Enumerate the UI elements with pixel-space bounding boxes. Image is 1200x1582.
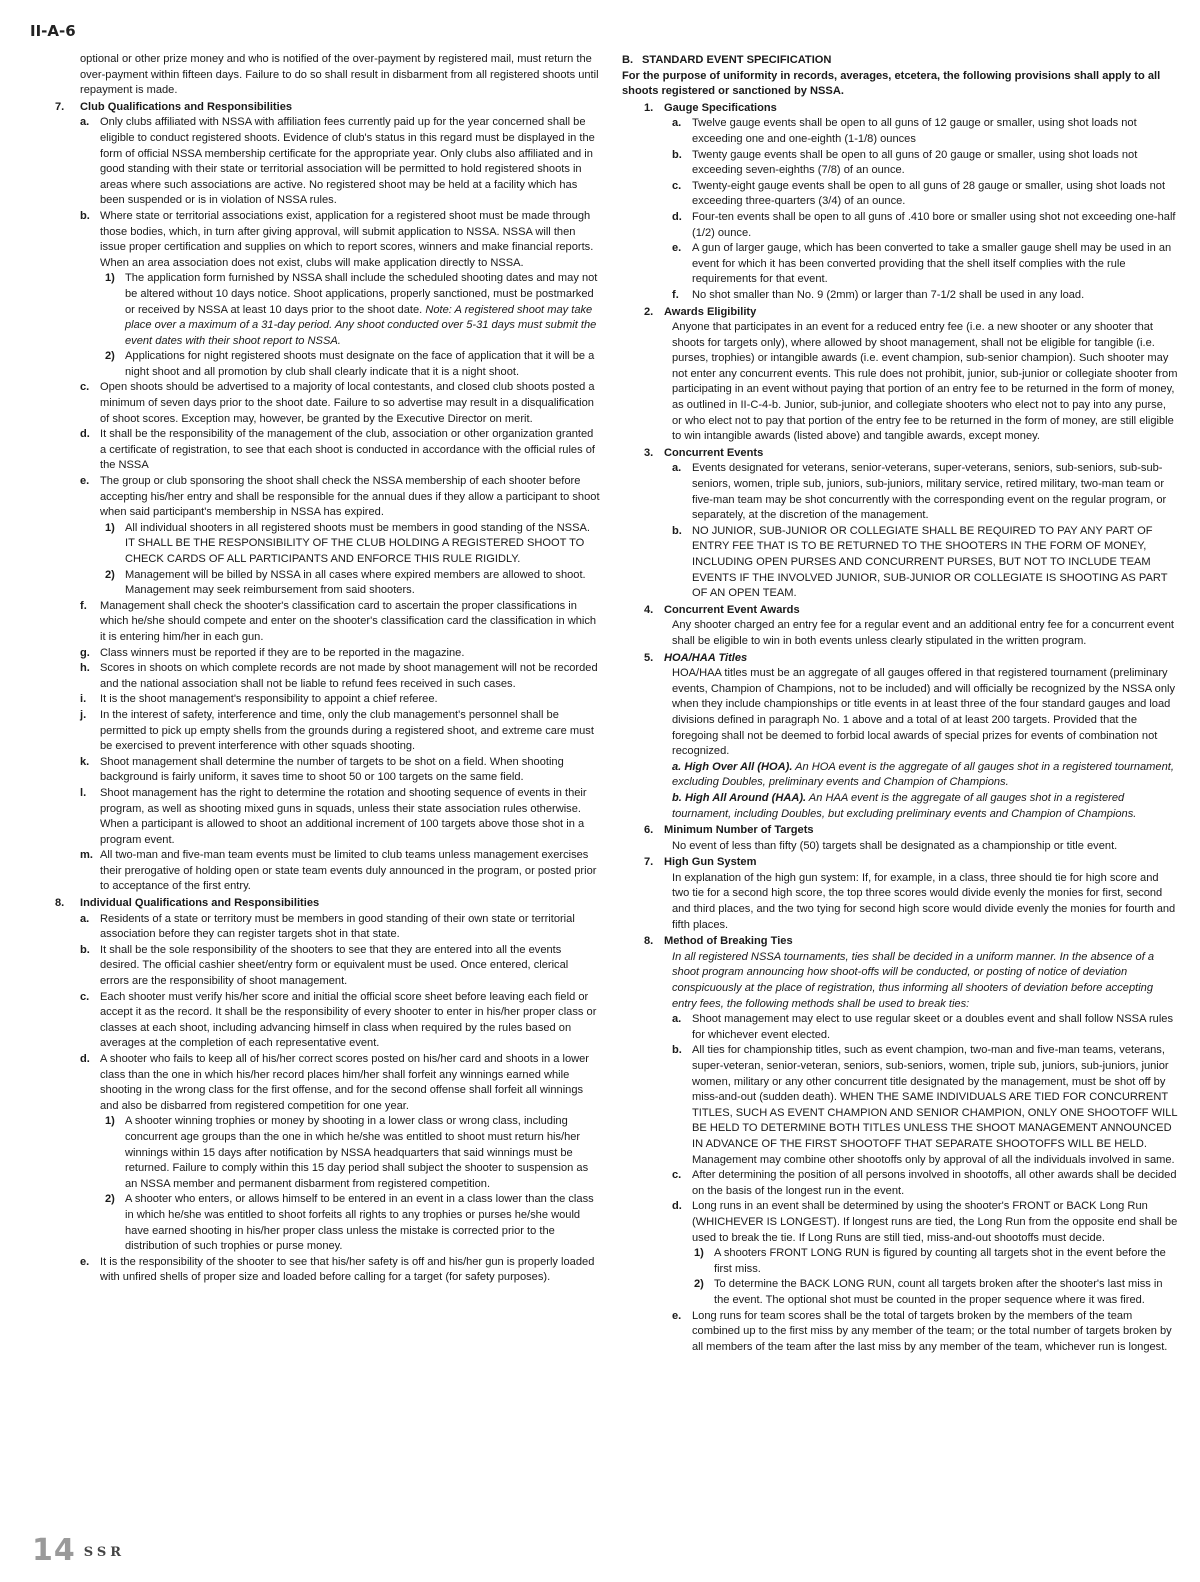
section-heading [622,823,1178,839]
item-label: 2) [694,1278,704,1291]
section-title: HOA/HAA Titles [664,651,748,664]
section-heading [622,603,1178,619]
paragraph [622,871,1178,933]
section-title: STANDARD EVENT SPECIFICATION [642,54,832,66]
paragraph [622,1309,1178,1356]
item-label: a. [80,116,90,129]
body-text: Twelve gauge events shall be open to all guns of 12 gauge or smaller, using shot loads not exceeding one and one-eighth (1-1/8) ounces [692,117,1137,145]
paragraph [622,320,1178,445]
section-heading [622,651,1178,667]
body-text: Scores in shoots on which complete records are not made by shoot management will not be recorded and the national association shall not be liable to refund fees received in such cases. [100,662,598,690]
item-label: 1) [105,521,115,534]
italic-text: Note: A registered shoot may take place over a maximum of a 31-day period. Any shoot conducted over 5-31 days must submit the event dates with their shoot report to NSSA. [125,303,597,347]
paragraph [622,1246,1178,1277]
section-title: Club Qualifications and Responsibilities [80,100,293,113]
paragraph [30,661,600,692]
paragraph [30,912,600,943]
paragraph [30,568,600,599]
italic-text: An HOA event is the aggregate of all gauges shot in a registered tournament, excluding Doubles, preliminary events and Champion of Champions. [672,760,1174,789]
body-text: A shooter who fails to keep all of his/her correct scores posted on his/her card and shoots in a lower class than the one in which his/her record places him/her shall forfeit any winnings earned while shooting in the wrong class for the first offense, and for the second offense shall forfeit all winnings and also be disbarred from registered competition for one year. [100,1053,590,1112]
body-text: It shall be the responsibility of the management of the club, association or other organization granted a certificate of registration, to see that each shoot is conducted in accordance with the official rules of the NSSA [100,428,595,472]
paragraph [622,148,1178,179]
item-label: c. [672,1169,682,1182]
subitem-title: b. High All Around (HAA). [672,791,807,804]
item-label: 1) [694,1247,704,1260]
paragraph [30,599,600,646]
italic-text: An HAA event is the aggregate of all gauges shot in a registered tournament, including Doubles, but excluding preliminary events and Champion of Champions. [672,791,1137,820]
item-label: 1) [105,272,115,285]
body-text: All individual shooters in all registered shoots must be members in good standing of the NSSA. IT SHALL BE THE RESPONSIBILITY OF THE CLUB HOLDING A REGISTERED SHOOT TO CHECK CARDS OF ALL PARTICIPANTS AND ENFORCE THIS RULE RIGIDLY. [125,521,590,565]
item-label: 1. [644,101,654,114]
body-text: Long runs in an event shall be determined by using the shooter's FRONT or BACK Long Run (WHICHEVER IS LONGEST). If longest runs are tied, the Long Run from the opposite end shall be used to break the tie. If Long Runs are still tied, miss-and-out shootoffs must decide. [692,1200,1178,1244]
body-text: Shoot management has the right to determine the rotation and shooting sequence of events in their program, as well as shooting mixed guns in squads, unless their state association rules otherwise. When a participant is allowed to shoot an additional increment of 100 targets above those shot in a program event. [100,786,587,846]
item-label: d. [80,1053,90,1065]
item-label: e. [80,1255,90,1268]
item-label: e. [672,242,682,255]
paragraph [30,848,600,895]
section-heading [622,101,1178,117]
paragraph [30,380,600,427]
item-label: m. [80,849,93,862]
body-text: In the interest of safety, interference and time, only the club management's personnel shall be permitted to pick up empty shells from the grounds during a registered shoot, and extreme care must be exercised to prevent interference with other squads shooting. [100,708,594,753]
body-text: Twenty-eight gauge events shall be open to all guns of 28 gauge or smaller, using shot loads not exceeding three-quarters (3/4) of an ounce. [692,179,1166,208]
body-text: Open shoots should be advertised to a majority of local contestants, and closed club shoots posted a minimum of seven days prior to the shoot date. Failure to so advertise may result in a disqualification of shoot scores. Exception may, however, be granted by the Executive Director on merit. [100,381,595,425]
page-number: 14 [32,1533,76,1568]
paragraph [622,210,1178,241]
paragraph [30,943,600,990]
item-label: b. [672,148,682,161]
item-label: h. [80,662,90,675]
item-label: 5. [644,651,654,664]
item-label: e. [80,475,90,488]
body-text: Twenty gauge events shall be open to all guns of 20 gauge or smaller, using shot loads not exceeding seven-eighths (7/8) of an ounce. [692,148,1138,177]
right-column [622,52,1178,1355]
item-label: f. [672,288,679,301]
item-label: c. [672,179,682,192]
item-label: d. [672,1200,682,1213]
section-title: Minimum Number of Targets [664,824,814,837]
paragraph [30,52,600,99]
body-text: After determining the position of all persons involved in shootoffs, all other awards shall be decided on the basis of the longest run in the event. [692,1169,1177,1197]
body-text: Residents of a state or territory must be members in good standing of their own state or territorial association before they can register targets shot in that state. [100,912,575,941]
body-text: Four-ten events shall be open to all guns of .410 bore or smaller using shot not exceeding one-half (1/2) ounce. [692,210,1176,239]
item-label: b. [672,1044,682,1057]
item-label: 7. [55,100,65,113]
item-label: d. [672,210,682,223]
left-column [30,52,600,1286]
item-label: 3. [644,446,654,459]
paragraph [30,474,600,521]
item-label: 8. [55,897,65,910]
paragraph [622,116,1178,147]
item-label: B. [622,54,634,66]
intro-text: For the purpose of uniformity in records, averages, etcetera, the following provisions shall apply to all shoots registered or sanctioned by NSSA. [622,69,1161,98]
item-label: a. [672,462,682,475]
item-label: f. [80,599,87,612]
body-text: In explanation of the high gun system: If, for example, in a class, three should tie for high score and two tie for a second high score, the top three scores would divide evenly the monies for first, second and third places, and the two tying for second high score would divide evenly the monies for fourth and fifth places. [672,871,1176,931]
paragraph [622,1277,1178,1308]
paragraph [622,950,1178,1012]
body-text: It is the shoot management's responsibility to appoint a chief referee. [100,693,438,706]
item-label: c. [80,990,90,1003]
body-text: Management shall check the shooter's classification card to ascertain the proper classifications in which he/she should compete and enter on the shooter's classification card the classification in which it is entering him/her in each gun. [100,599,597,643]
item-label: 2. [644,305,654,318]
paragraph [30,708,600,755]
body-text: Shoot management may elect to use regular skeet or a doubles event and shall follow NSSA rules for whichever event elected. [692,1013,1174,1041]
item-label: j. [80,708,87,721]
paragraph [622,1199,1178,1246]
section-heading [622,446,1178,462]
section-heading [622,53,1178,69]
paragraph [30,755,600,786]
paragraph [622,1012,1178,1043]
item-label: 2) [105,568,115,581]
magazine-brand: SSR [83,1545,126,1560]
item-label: 4. [644,603,654,616]
item-label: b. [80,209,90,222]
section-title: Gauge Specifications [664,101,777,114]
paragraph [30,521,600,568]
paragraph [30,1114,600,1192]
item-label: a. [672,1013,682,1026]
body-text: Any shooter charged an entry fee for a regular event and an additional entry fee for a concurrent event shall be eligible to win in both events unless clearly stipulated in the written program. [672,619,1174,647]
item-label: d. [80,428,90,441]
section-title: Awards Eligibility [664,305,757,318]
paragraph [30,1192,600,1254]
body-text: HOA/HAA titles must be an aggregate of all gauges offered in that registered tournament (preliminary events, Champion of Champions, not to be included) and will officially be recognized by the NSSA only when they include championships or title events in at least three of the four standard gauges and load divisions defined in paragraph No. 1 above and a total of at least 200 targets. Provided that the foregoing shall not be deemed to forbid local awards of special prizes for events of combination not recognized. [672,667,1175,758]
paragraph [622,839,1178,855]
paragraph [30,692,600,708]
item-label: b. [80,943,90,956]
paragraph [622,666,1178,760]
body-text: It is the responsibility of the shooter to see that his/her safety is off and his/her gun is properly loaded with unfired shells of proper size and loaded before calling for a target (for safety purposes). [100,1255,595,1284]
body-text: No event of less than fifty (50) targets shall be designated as a championship or title event. [672,839,1118,852]
paragraph [30,646,600,662]
paragraph [30,349,600,380]
item-label: l. [80,786,87,799]
body-text: Class winners must be reported if they are to be reported in the magazine. [100,646,465,659]
body-text: NO JUNIOR, SUB-JUNIOR OR COLLEGIATE SHALL BE REQUIRED TO PAY ANY PART OF ENTRY FEE THAT IS TO BE RETURNED TO THE SHOOTERS IN THE FORM OF MONEY, INCLUDING OPEN PURSES AND CONCURRENT PURSES, BUT NOT TO INCLUDE TEAM EVENTS IF THE INVOLVED JUNIOR, SUB-JUNIOR OR COLLEGIATE IS SHOOTING AS PART OF AN OPEN TEAM. [692,524,1168,600]
section-heading [622,855,1178,871]
item-label: 1) [105,1115,115,1128]
body-text: Shoot management shall determine the number of targets to be shot on a field. When shooting background is fairly uniform, it saves time to shoot 50 or 100 targets on the same field. [100,755,564,784]
paragraph [30,990,600,1052]
body-text: Where state or territorial associations exist, application for a registered shoot must be made through those bodies, which, in turn after giving approval, will submit application to NSSA. NSSA will then issue proper certification and supplies on which to report scores, winners and make financial reports. When an area association does not exist, clubs will make application directly to NSSA. [100,209,594,269]
item-label: 8. [644,935,654,948]
body-text: optional or other prize money and who is notified of the over-payment by registered mail, must return the over-payment within fifteen days. Failure to do so shall result in disbarment from all registered shoots until repayment is made. [80,53,599,97]
body-text: Long runs for team scores shall be the total of targets broken by the members of the team combined up to the first miss by any member of the team; or the total number of targets broken by all members of the team after the last miss by any member of the team, whichever run is longest. [692,1309,1172,1353]
paragraph [30,786,600,848]
section-title: Concurrent Events [664,446,764,459]
item-label: b. [672,524,682,537]
item-label: 2) [105,350,115,363]
section-title: Individual Qualifications and Responsibilities [80,897,320,910]
paragraph [622,1168,1178,1199]
item-label: a. [80,912,90,925]
body-text: Events designated for veterans, senior-veterans, super-veterans, seniors, sub-seniors, sub-sub-seniors, women, triple sub, juniors, sub-juniors, military service, retired military, two-man team or five-man team may be shot concurrently with the corresponding event on the regular program, or separately, at the discretion of the management. [692,462,1167,522]
section-title: Method of Breaking Ties [664,935,793,948]
body-text: Each shooter must verify his/her score and initial the official score sheet before leaving each field or accept it as the record. It shall be the responsibility of every shooter to enter in his/her proper class or classes at each shoot, including advancing himself in class when required by the rules based on averages at the completion of each representative event. [100,990,597,1050]
paragraph [30,209,600,271]
paragraph [30,115,600,209]
page-footer [32,1533,125,1568]
item-label: 6. [644,824,654,837]
item-label: g. [80,646,90,659]
body-text: Applications for night registered shoots must designate on the face of application that it will be a night shoot and all promotion by club shall clearly indicate that it is a night shoot. [125,350,595,378]
item-label: c. [80,381,90,394]
item-label: e. [672,1309,682,1322]
body-text: Management will be billed by NSSA in all cases where expired members are allowed to shoot. Management may seek reimbursement from said shooters. [125,568,586,597]
paragraph [622,1043,1178,1168]
item-label: k. [80,755,90,768]
section-heading [622,305,1178,321]
paragraph [622,179,1178,210]
section-title: Concurrent Event Awards [664,603,800,616]
section-heading [622,934,1178,950]
page-header: II-A-6 [30,22,76,40]
paragraph [30,427,600,474]
section-heading [30,100,600,116]
subitem-title: a. High Over All (HOA). [672,760,793,773]
section-title: High Gun System [664,856,757,869]
body-text: A shooter who enters, or allows himself to be entered in an event in a class lower than the class in which he/she was entitled to shoot forfeits all rights to any trophies or purses he/she would have earned shooting in his/her proper class unless the mistake is corrected prior to the distribution of such trophies or purse money. [125,1193,594,1253]
body-text: A shooters FRONT LONG RUN is figured by counting all targets shot in the event before the first miss. [714,1247,1166,1275]
body-text: All two-man and five-man team events must be limited to club teams unless management exercises their prerogative of holding open or state team events duly announced in the program, or posted prior to acceptance of the first entry. [100,849,597,893]
body-text: All ties for championship titles, such as event champion, two-man and five-man teams, veterans, super-veteran, senior-veteran, seniors, sub-seniors, women, triple sub, juniors, sub-juniors, junior women, military or any other concurrent title designated by the management, must be shot off by miss-and-out (sudden death). WHEN THE SAME INDIVIDUALS ARE TIED FOR CONCURRENT TITLES, SUCH AS EVENT CHAMPION AND SENIOR CHAMPION, ONLY ONE SHOOTOFF WILL BE HELD TO DETERMINE BOTH TITLES UNLESS THE SHOOT MANAGEMENT ANNOUNCED IN ADVANCE OF THE FIRST SHOOTOFF THAT SEPARATE SHOOTOFFS WILL BE HELD. Management may combine other shootoffs only by approval of all the individuals involved in same. [692,1044,1178,1166]
body-text: It shall be the sole responsibility of the shooters to see that they are entered into all the events desired. The official cashier sheet/entry form or equivalent must be used. Once entered, clerical errors are the responsibility of shoot management. [100,943,569,988]
paragraph [622,69,1178,100]
paragraph [622,524,1178,602]
body-text: A shooter winning trophies or money by shooting in a lower class or wrong class, including concurrent age groups than the one in which he/she was entitled to shoot must return his/her winnings within 15 days after notification by NSSA headquarters that said winnings must be returned. Failure to comply within this 15 day period shall subject the shooter to suspension as an NSSA member and permanent disbarment from registered competition. [125,1115,589,1190]
italic-text: In all registered NSSA tournaments, ties shall be decided in a uniform manner. In the absence of a shoot program announcing how shoot-offs will be conducted, or posting of notice of deviation conspicuously at the place of registration, thus informing all shooters of deviation before accepting entry fees, the following methods shall be used to break ties: [672,950,1155,1010]
paragraph [622,461,1178,523]
item-label: a. [672,117,682,130]
body-text: A gun of larger gauge, which has been converted to take a smaller gauge shell may be used in an event for which it has been converted providing that the shell itself complies with the rule requirements for that event. [692,242,1172,286]
body-text: The group or club sponsoring the shoot shall check the NSSA membership of each shooter before accepting his/her entry and shall be responsible for the annual dues if they allow a participant to shoot when said participant's membership in NSSA has expired. [100,475,600,519]
body-text: Anyone that participates in an event for a reduced entry fee (i.e. a new shooter or any shooter that shoots for targets only), where allowed by shoot management, shall not be eligible for tangible (i.e. purses, trophies) or intangible awards (i.e. event champion, sub-senior champion). Such shooter may not enter any concurrent events. This rule does not prohibit, junior, sub-junior or collegiate shooter from participating in an event without paying that portion of an entry fee to be returned in the form of money, as outlined in II-C-4-b. Junior, sub-junior, and collegiate shooters who elect not to pay into any purse, or who elect not to pay that portion of the entry fee to be returned in the form of money, are still eligible to win intangible awards (listed above) and tangible awards, except money. [672,321,1178,443]
section-heading [30,896,600,912]
paragraph [622,791,1178,822]
paragraph [30,1052,600,1114]
body-text: To determine the BACK LONG RUN, count all targets broken after the shooter's last miss in the event. The optional shot must be counted in the proper sequence where it was fired. [714,1278,1163,1306]
item-label: 7. [644,856,654,869]
paragraph [30,271,600,349]
paragraph [622,760,1178,791]
body-text: No shot smaller than No. 9 (2mm) or larger than 7-1/2 shall be used in any load. [692,288,1085,301]
body-text: The application form furnished by NSSA shall include the scheduled shooting dates and may not be altered without 10 days notice. Shoot applications, properly sanctioned, must be postmarked or received by NSSA at least 10 days prior to the shoot date. [125,272,598,316]
paragraph [622,618,1178,649]
paragraph [30,1255,600,1286]
paragraph [622,241,1178,288]
body-text: Only clubs affiliated with NSSA with affiliation fees currently paid up for the year concerned shall be eligible to conduct registered shoots. Evidence of club's status in this regard must be displayed in the form of official NSSA membership certificate for the appropriate year. Only clubs also affiliated and in good standing with their state or territorial association will be permitted to hold registered shoots in areas where such associations are active. No registered shoot may be held at a facility which has been suspended or is in violation of NSSA rules. [100,116,595,207]
item-label: i. [80,693,87,706]
paragraph [622,288,1178,304]
item-label: 2) [105,1193,115,1206]
